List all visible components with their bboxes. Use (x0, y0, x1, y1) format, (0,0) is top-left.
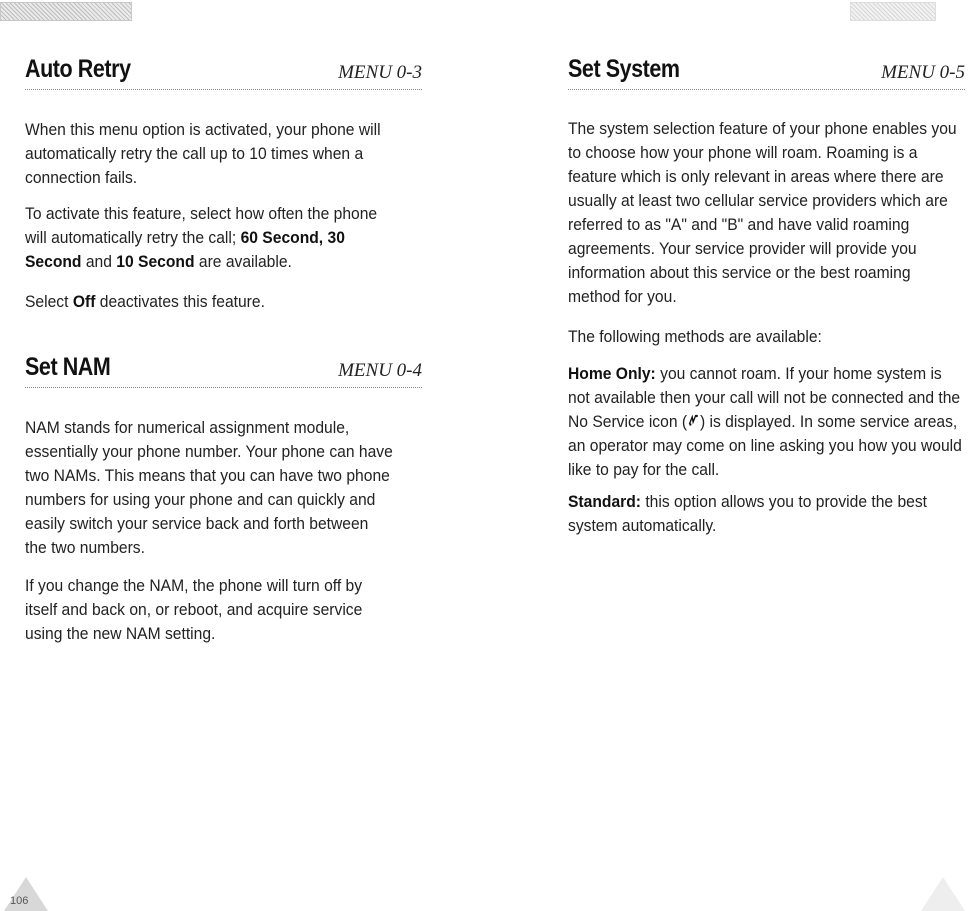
auto-retry-title: Auto Retry (25, 55, 131, 83)
page-number: 106 (10, 895, 29, 907)
text-run: you cannot roam. If your home system is not available then your call will not be connected and the No Service icon ( (568, 364, 961, 431)
set-system-title: Set System (568, 55, 680, 83)
text-run: this option allows you to provide the best system automatically. (568, 492, 928, 535)
section-tab (850, 2, 936, 21)
auto-retry-paragraph-1: When this menu option is activated, your phone will automatically retry the call up to 10 times when a connection fails. (25, 120, 381, 187)
heading-rule (568, 89, 965, 90)
text-run: , (318, 228, 328, 247)
set-nam-heading-row (25, 354, 422, 388)
auto-retry-menu-ref: MENU 0-3 (338, 62, 422, 83)
set-system-paragraph-1: The system selection feature of your phone enables you to choose how your phone will roam. Roaming is a feature which is only relevant in areas where there are usually at least two cellular service providers which are referred to as "A" and "B" and have valid roaming agreements. Your service provider will provide you information about this service or the best roaming method for you. (568, 119, 957, 306)
text-run: ) is displayed. In some service areas, an operator may come on line asking you how you would like to pay for the call. (568, 412, 962, 479)
no-service-icon (688, 410, 699, 434)
auto-retry-heading-row (25, 56, 422, 90)
text-run: Select (25, 292, 73, 311)
section-tab (0, 2, 132, 21)
auto-retry-paragraph-2 (25, 202, 393, 274)
text-run: deactivates this feature. (95, 292, 265, 311)
left-page (0, 0, 485, 911)
set-nam-paragraph-1: NAM stands for numerical assignment module, essentially your phone number. Your phone can have two NAMs. This means that you can have two phone numbers for using your phone and can quickly and easily switch your service back and forth between the two numbers. (25, 418, 393, 557)
set-system-paragraph-2: The following methods are available: (568, 327, 822, 346)
set-system-menu-ref: MENU 0-5 (881, 62, 965, 83)
set-nam-paragraph-2: If you change the NAM, the phone will turn off by itself and back on, or reboot, and acquire service using the new NAM setting. (25, 576, 363, 643)
text-run: are available. (194, 252, 292, 271)
auto-retry-paragraph-3 (25, 290, 393, 314)
standard-label: Standard: (568, 492, 641, 511)
heading-rule (25, 89, 422, 90)
right-page (486, 0, 971, 911)
option-off: Off (72, 292, 96, 311)
standard-paragraph (568, 490, 964, 538)
home-only-label: Home Only: (568, 364, 656, 383)
set-system-heading-row (568, 56, 965, 90)
home-only-paragraph (568, 362, 964, 482)
heading-rule (25, 387, 422, 388)
text-run: To activate this feature, select how often the phone will automatically retry the call; (25, 204, 378, 247)
option-60-second: 60 Second (240, 228, 319, 247)
page-corner-marker (921, 877, 965, 911)
set-nam-title: Set NAM (25, 353, 111, 381)
text-run: and (81, 252, 117, 271)
set-nam-menu-ref: MENU 0-4 (338, 360, 422, 381)
option-10-second: 10 Second (116, 252, 195, 271)
option-30-second: 30 Second (25, 228, 345, 271)
